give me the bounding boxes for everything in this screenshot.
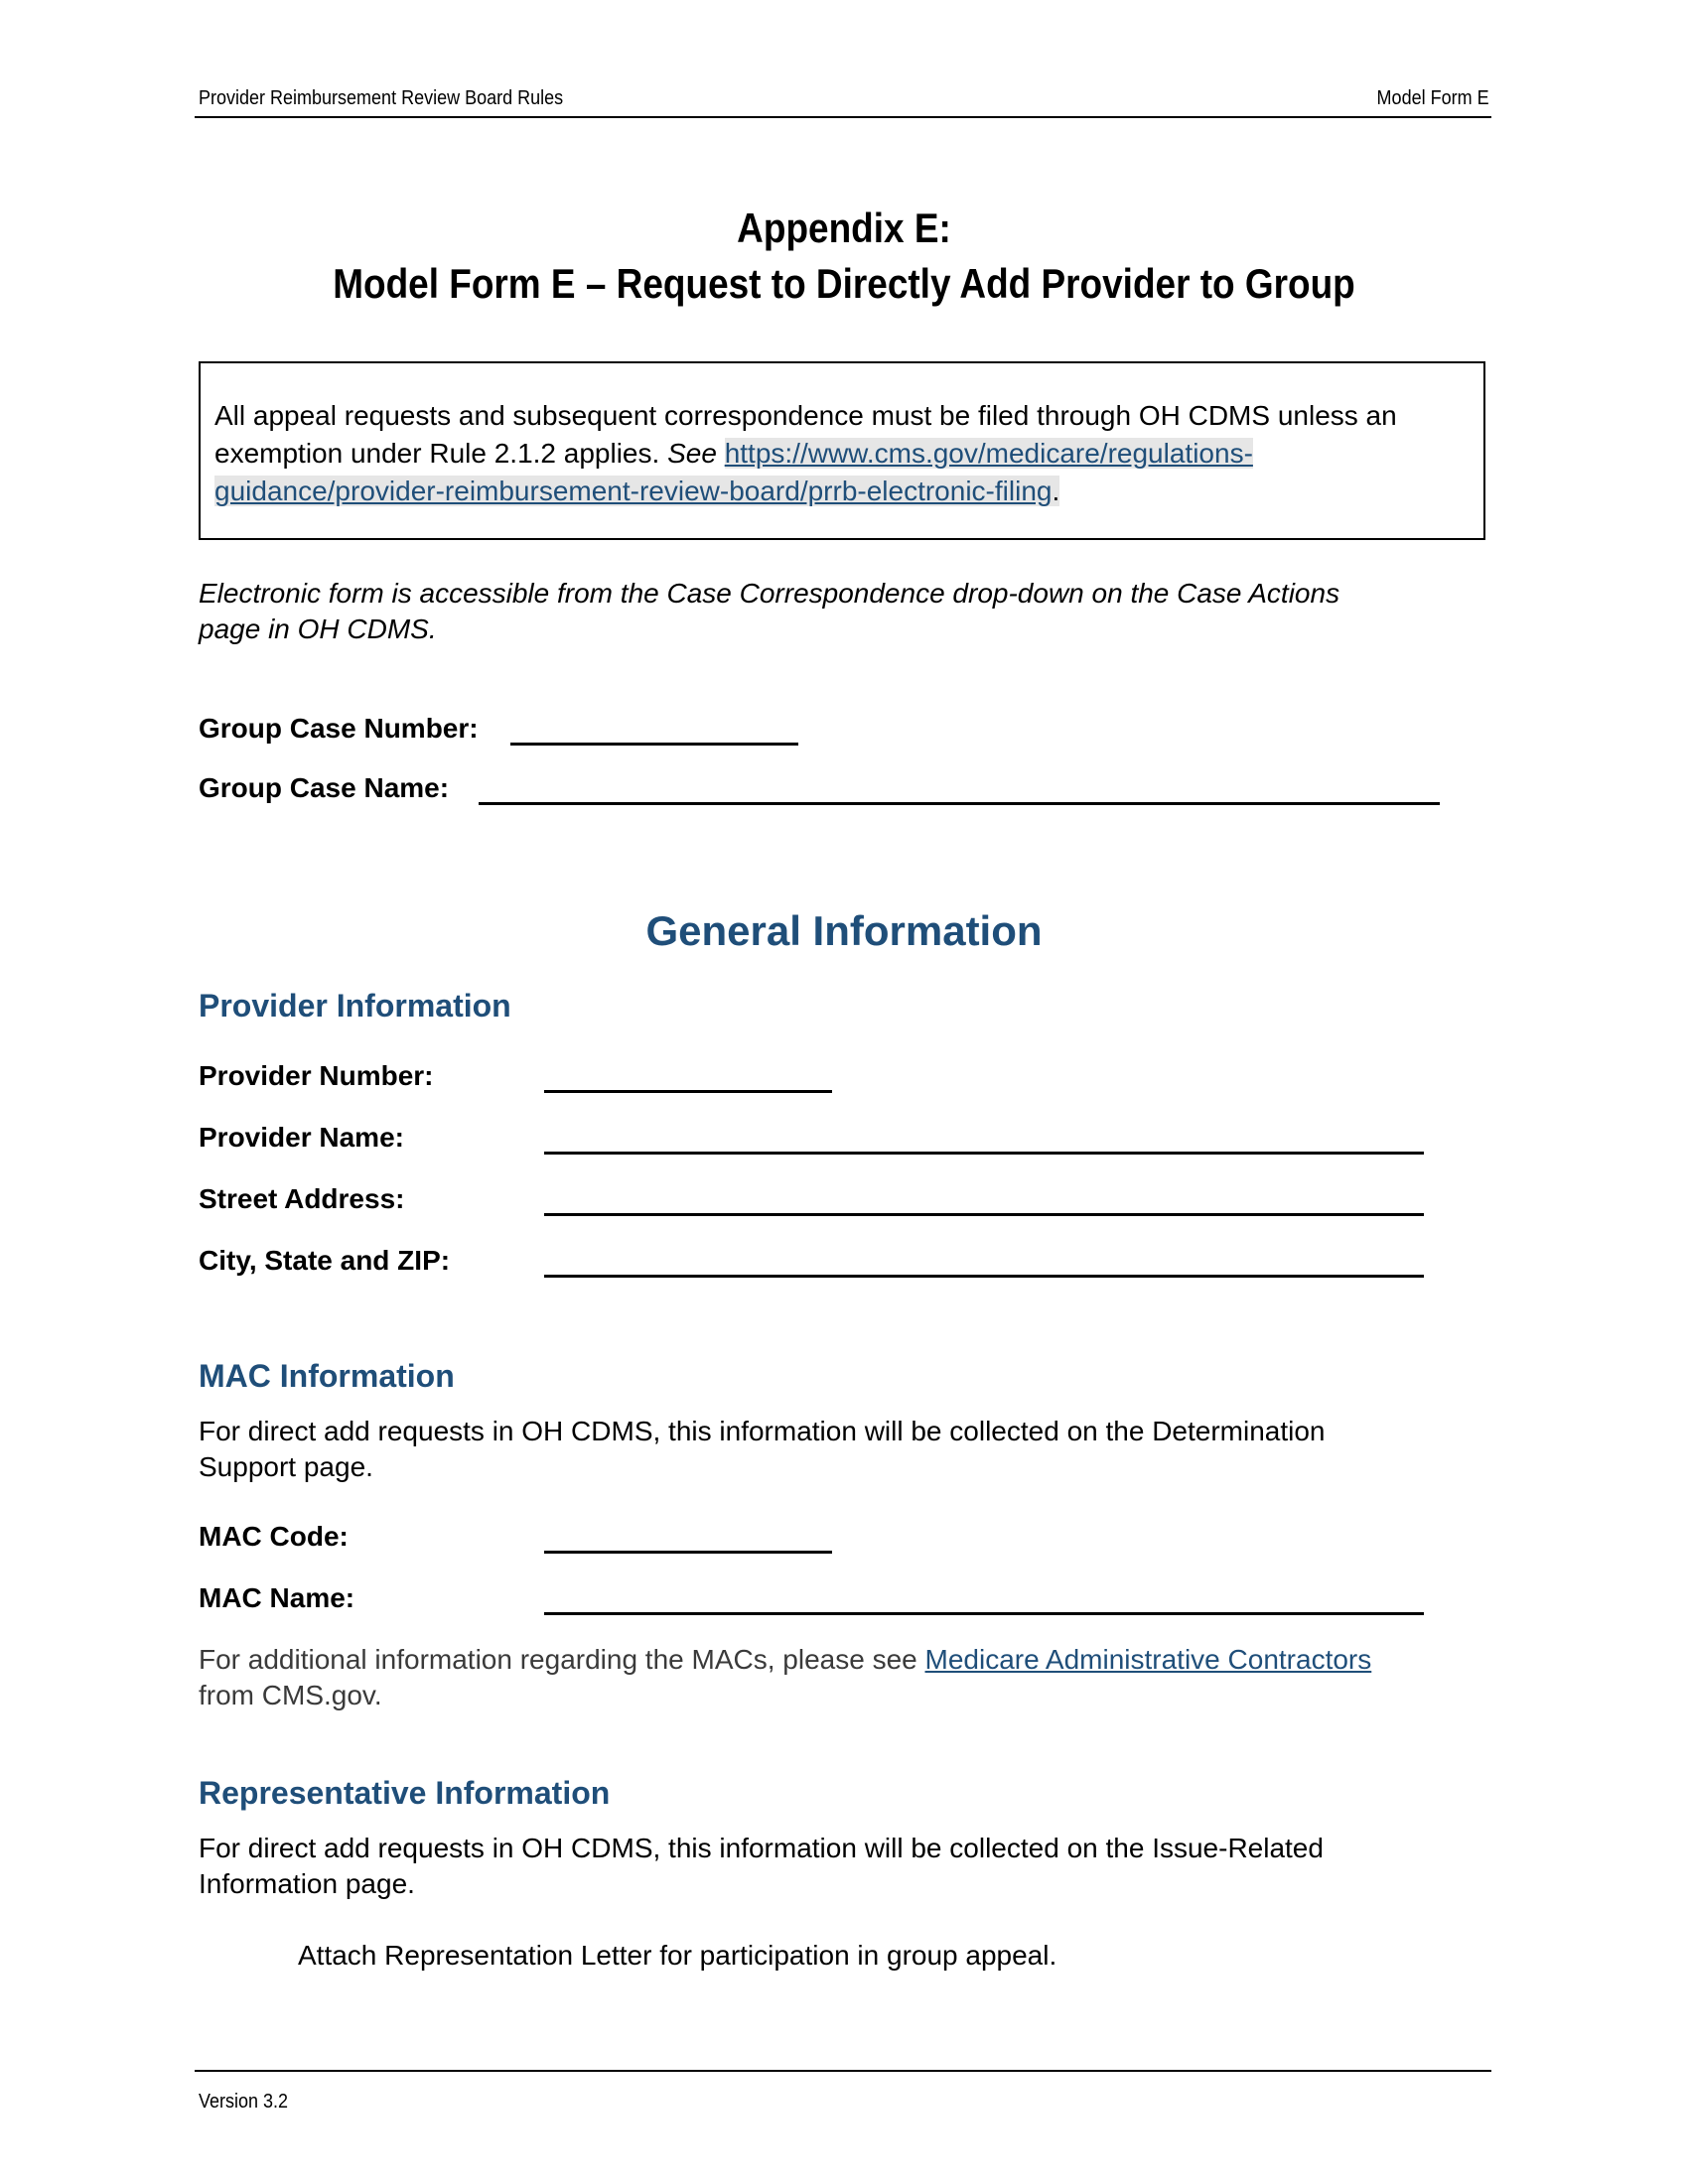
- notice-box: [199, 361, 1485, 540]
- electronic-note-line2: page in OH CDMS.: [199, 614, 437, 644]
- representative-note-line2: Information page.: [199, 1868, 415, 1899]
- notice-text: [214, 397, 1476, 510]
- city-state-zip-field[interactable]: [544, 1275, 1424, 1278]
- representative-information-heading: Representative Information: [199, 1775, 611, 1811]
- mac-code-label: MAC Code:: [199, 1521, 349, 1552]
- notice-statement: All appeal requests and subsequent correspondence must be filed through OH CDMS unless an exemption under Rule 2.1.2 applies.: [214, 400, 1397, 469]
- general-information-heading: General Information: [645, 907, 1043, 954]
- group-case-name-field[interactable]: [479, 802, 1440, 805]
- mac-additional-after: from CMS.gov.: [199, 1680, 382, 1710]
- mac-note-line2: Support page.: [199, 1451, 373, 1482]
- header-left-text: Provider Reimbursement Review Board Rules: [199, 87, 564, 109]
- mac-name-field[interactable]: [544, 1612, 1424, 1615]
- mac-additional-info: [199, 1642, 1499, 1713]
- street-address-label: Street Address:: [199, 1183, 405, 1214]
- attach-representation-letter: Attach Representation Letter for participation in group appeal.: [298, 1940, 1057, 1971]
- provider-number-label: Provider Number:: [199, 1060, 434, 1091]
- group-case-number-label: Group Case Number:: [199, 713, 479, 744]
- provider-number-field[interactable]: [544, 1090, 832, 1093]
- mac-code-field[interactable]: [544, 1551, 832, 1554]
- street-address-field[interactable]: [544, 1213, 1424, 1216]
- notice-period: .: [1052, 476, 1060, 506]
- representative-note-line1: For direct add requests in OH CDMS, this information will be collected on the Issue-Related: [199, 1833, 1324, 1863]
- mac-name-label: MAC Name:: [199, 1582, 355, 1613]
- footer-rule: [195, 2070, 1491, 2072]
- provider-information-heading: Provider Information: [199, 988, 511, 1024]
- group-case-name-label: Group Case Name:: [199, 772, 450, 803]
- header-right-text: Model Form E: [1376, 87, 1489, 109]
- notice-see: See: [667, 438, 717, 469]
- mac-note-line1: For direct add requests in OH CDMS, this information will be collected on the Determination: [199, 1416, 1326, 1446]
- mac-information-heading: MAC Information: [199, 1358, 455, 1394]
- electronic-filing-link[interactable]: https://www.cms.gov/medicare/regulations-guidance/provider-reimbursement-review-board/prrb-electronic-filing: [214, 438, 1253, 506]
- group-case-number-field[interactable]: [510, 743, 798, 746]
- provider-name-label: Provider Name:: [199, 1122, 404, 1153]
- appendix-title: Appendix E:: [737, 205, 951, 251]
- city-state-zip-label: City, State and ZIP:: [199, 1245, 451, 1276]
- form-title: Model Form E – Request to Directly Add Provider to Group: [333, 260, 1355, 307]
- electronic-note-line1: Electronic form is accessible from the Case Correspondence drop-down on the Case Actions: [199, 578, 1340, 609]
- header-rule: [195, 116, 1491, 118]
- mac-additional-before: For additional information regarding the MACs, please see: [199, 1644, 917, 1675]
- provider-name-field[interactable]: [544, 1152, 1424, 1155]
- medicare-administrative-contractors-link[interactable]: Medicare Administrative Contractors: [924, 1644, 1372, 1675]
- footer-version: Version 3.2: [199, 2091, 289, 2113]
